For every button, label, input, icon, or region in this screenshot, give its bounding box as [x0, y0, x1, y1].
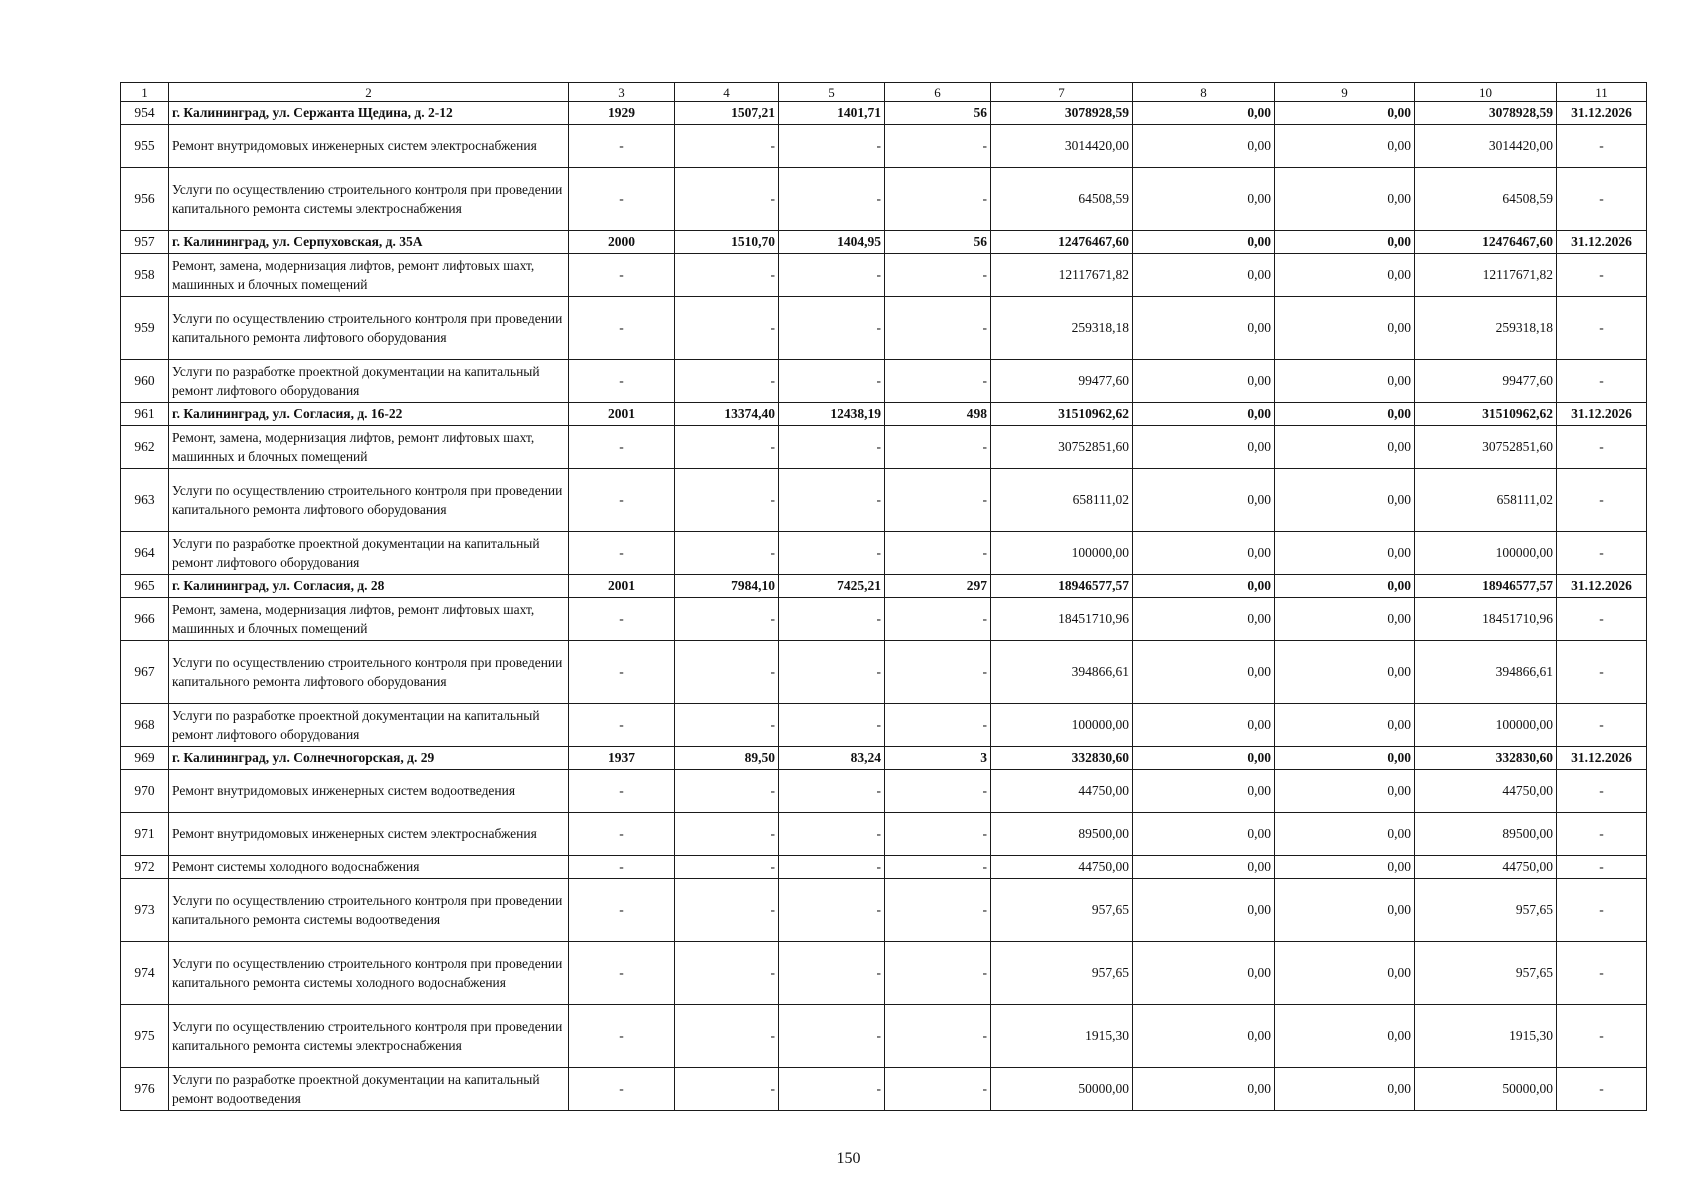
- total-cost-cell: 44750,00: [991, 770, 1133, 813]
- total-area-cell: -: [675, 879, 779, 942]
- work-item-row: [121, 532, 1647, 575]
- item-name-cell: Услуги по осуществлению строительного контроля при проведении капитального ремонта системы холодного водоснабжения: [169, 942, 569, 1005]
- row-number-cell: 960: [121, 360, 169, 403]
- cost-column-10-cell: 332830,60: [1415, 747, 1557, 770]
- residents-count-cell: -: [885, 426, 991, 469]
- document-page: [120, 82, 1646, 1111]
- total-cost-cell: 3078928,59: [991, 102, 1133, 125]
- cost-column-10-cell: 3014420,00: [1415, 125, 1557, 168]
- total-cost-cell: 31510962,62: [991, 403, 1133, 426]
- cost-column-10-cell: 31510962,62: [1415, 403, 1557, 426]
- row-number-cell: 964: [121, 532, 169, 575]
- residential-area-cell: -: [779, 297, 885, 360]
- work-item-row: [121, 469, 1647, 532]
- item-name-cell: Ремонт внутридомовых инженерных систем электроснабжения: [169, 125, 569, 168]
- cost-column-9-cell: 0,00: [1275, 254, 1415, 297]
- cost-column-9-cell: 0,00: [1275, 813, 1415, 856]
- work-item-row: [121, 168, 1647, 231]
- completion-date-cell: -: [1557, 598, 1647, 641]
- cost-column-9-cell: 0,00: [1275, 297, 1415, 360]
- row-number-cell: 971: [121, 813, 169, 856]
- header-cell: 11: [1557, 83, 1647, 102]
- cost-column-9-cell: 0,00: [1275, 469, 1415, 532]
- total-area-cell: -: [675, 297, 779, 360]
- residents-count-cell: -: [885, 532, 991, 575]
- row-number-cell: 969: [121, 747, 169, 770]
- cost-column-9-cell: 0,00: [1275, 879, 1415, 942]
- commission-year-cell: -: [569, 426, 675, 469]
- total-area-cell: -: [675, 532, 779, 575]
- work-item-row: [121, 598, 1647, 641]
- cost-column-8-cell: 0,00: [1133, 168, 1275, 231]
- total-area-cell: -: [675, 168, 779, 231]
- row-number-cell: 956: [121, 168, 169, 231]
- residential-area-cell: -: [779, 598, 885, 641]
- header-cell: 10: [1415, 83, 1557, 102]
- residents-count-cell: -: [885, 856, 991, 879]
- cost-column-8-cell: 0,00: [1133, 102, 1275, 125]
- work-item-row: [121, 879, 1647, 942]
- total-area-cell: -: [675, 1068, 779, 1111]
- cost-column-10-cell: 50000,00: [1415, 1068, 1557, 1111]
- item-name-cell: г. Калининград, ул. Солнечногорская, д. 29: [169, 747, 569, 770]
- cost-column-8-cell: 0,00: [1133, 403, 1275, 426]
- residents-count-cell: -: [885, 168, 991, 231]
- total-cost-cell: 259318,18: [991, 297, 1133, 360]
- total-cost-cell: 1915,30: [991, 1005, 1133, 1068]
- header-cell: 6: [885, 83, 991, 102]
- total-cost-cell: 658111,02: [991, 469, 1133, 532]
- residents-count-cell: -: [885, 641, 991, 704]
- item-name-cell: Услуги по разработке проектной документации на капитальный ремонт лифтового оборудования: [169, 532, 569, 575]
- cost-column-10-cell: 44750,00: [1415, 770, 1557, 813]
- completion-date-cell: -: [1557, 770, 1647, 813]
- cost-column-9-cell: 0,00: [1275, 403, 1415, 426]
- completion-date-cell: -: [1557, 426, 1647, 469]
- cost-column-10-cell: 99477,60: [1415, 360, 1557, 403]
- cost-column-9-cell: 0,00: [1275, 942, 1415, 1005]
- commission-year-cell: -: [569, 532, 675, 575]
- commission-year-cell: 1929: [569, 102, 675, 125]
- residential-area-cell: 1401,71: [779, 102, 885, 125]
- capital-repair-table: [120, 82, 1647, 1111]
- commission-year-cell: 2000: [569, 231, 675, 254]
- residents-count-cell: -: [885, 360, 991, 403]
- completion-date-cell: -: [1557, 856, 1647, 879]
- cost-column-10-cell: 44750,00: [1415, 856, 1557, 879]
- item-name-cell: Услуги по разработке проектной документации на капитальный ремонт водоотведения: [169, 1068, 569, 1111]
- completion-date-cell: 31.12.2026: [1557, 102, 1647, 125]
- total-cost-cell: 957,65: [991, 879, 1133, 942]
- cost-column-8-cell: 0,00: [1133, 297, 1275, 360]
- header-cell: 7: [991, 83, 1133, 102]
- completion-date-cell: -: [1557, 532, 1647, 575]
- cost-column-10-cell: 89500,00: [1415, 813, 1557, 856]
- item-name-cell: Ремонт, замена, модернизация лифтов, ремонт лифтовых шахт, машинных и блочных помещений: [169, 598, 569, 641]
- cost-column-9-cell: 0,00: [1275, 770, 1415, 813]
- header-cell: 9: [1275, 83, 1415, 102]
- cost-column-9-cell: 0,00: [1275, 704, 1415, 747]
- total-cost-cell: 957,65: [991, 942, 1133, 1005]
- cost-column-10-cell: 100000,00: [1415, 532, 1557, 575]
- cost-column-8-cell: 0,00: [1133, 747, 1275, 770]
- cost-column-10-cell: 12476467,60: [1415, 231, 1557, 254]
- residential-area-cell: 83,24: [779, 747, 885, 770]
- completion-date-cell: -: [1557, 254, 1647, 297]
- cost-column-10-cell: 658111,02: [1415, 469, 1557, 532]
- work-item-row: [121, 704, 1647, 747]
- completion-date-cell: -: [1557, 813, 1647, 856]
- item-name-cell: Услуги по разработке проектной документации на капитальный ремонт лифтового оборудования: [169, 704, 569, 747]
- commission-year-cell: -: [569, 704, 675, 747]
- residents-count-cell: -: [885, 942, 991, 1005]
- row-number-cell: 963: [121, 469, 169, 532]
- row-number-cell: 959: [121, 297, 169, 360]
- total-cost-cell: 64508,59: [991, 168, 1133, 231]
- work-item-row: [121, 770, 1647, 813]
- cost-column-9-cell: 0,00: [1275, 231, 1415, 254]
- item-name-cell: г. Калининград, ул. Сержанта Щедина, д. 2-12: [169, 102, 569, 125]
- total-area-cell: -: [675, 125, 779, 168]
- cost-column-10-cell: 100000,00: [1415, 704, 1557, 747]
- commission-year-cell: -: [569, 360, 675, 403]
- total-cost-cell: 18451710,96: [991, 598, 1133, 641]
- cost-column-9-cell: 0,00: [1275, 641, 1415, 704]
- item-name-cell: г. Калининград, ул. Серпуховская, д. 35А: [169, 231, 569, 254]
- total-area-cell: -: [675, 856, 779, 879]
- completion-date-cell: -: [1557, 125, 1647, 168]
- item-name-cell: г. Калининград, ул. Согласия, д. 28: [169, 575, 569, 598]
- commission-year-cell: -: [569, 879, 675, 942]
- row-number-cell: 961: [121, 403, 169, 426]
- total-area-cell: -: [675, 942, 779, 1005]
- residents-count-cell: 56: [885, 231, 991, 254]
- row-number-cell: 954: [121, 102, 169, 125]
- residential-area-cell: -: [779, 704, 885, 747]
- completion-date-cell: 31.12.2026: [1557, 747, 1647, 770]
- cost-column-9-cell: 0,00: [1275, 575, 1415, 598]
- total-area-cell: -: [675, 360, 779, 403]
- cost-column-9-cell: 0,00: [1275, 532, 1415, 575]
- item-name-cell: Услуги по осуществлению строительного контроля при проведении капитального ремонта системы водоотведения: [169, 879, 569, 942]
- completion-date-cell: -: [1557, 641, 1647, 704]
- cost-column-10-cell: 259318,18: [1415, 297, 1557, 360]
- residential-area-cell: 7425,21: [779, 575, 885, 598]
- total-cost-cell: 50000,00: [991, 1068, 1133, 1111]
- cost-column-10-cell: 394866,61: [1415, 641, 1557, 704]
- cost-column-8-cell: 0,00: [1133, 254, 1275, 297]
- work-item-row: [121, 856, 1647, 879]
- row-number-cell: 976: [121, 1068, 169, 1111]
- cost-column-9-cell: 0,00: [1275, 598, 1415, 641]
- commission-year-cell: 1937: [569, 747, 675, 770]
- residents-count-cell: -: [885, 1068, 991, 1111]
- residential-area-cell: -: [779, 360, 885, 403]
- total-area-cell: -: [675, 770, 779, 813]
- work-item-row: [121, 813, 1647, 856]
- cost-column-8-cell: 0,00: [1133, 360, 1275, 403]
- commission-year-cell: -: [569, 1068, 675, 1111]
- completion-date-cell: -: [1557, 879, 1647, 942]
- row-number-cell: 968: [121, 704, 169, 747]
- cost-column-8-cell: 0,00: [1133, 231, 1275, 254]
- cost-column-8-cell: 0,00: [1133, 1068, 1275, 1111]
- cost-column-8-cell: 0,00: [1133, 704, 1275, 747]
- total-area-cell: -: [675, 598, 779, 641]
- row-number-cell: 973: [121, 879, 169, 942]
- total-cost-cell: 44750,00: [991, 856, 1133, 879]
- row-number-cell: 974: [121, 942, 169, 1005]
- residents-count-cell: -: [885, 770, 991, 813]
- cost-column-8-cell: 0,00: [1133, 575, 1275, 598]
- total-cost-cell: 12476467,60: [991, 231, 1133, 254]
- total-cost-cell: 12117671,82: [991, 254, 1133, 297]
- cost-column-8-cell: 0,00: [1133, 641, 1275, 704]
- residents-count-cell: -: [885, 125, 991, 168]
- cost-column-9-cell: 0,00: [1275, 1005, 1415, 1068]
- work-item-row: [121, 125, 1647, 168]
- cost-column-10-cell: 30752851,60: [1415, 426, 1557, 469]
- residents-count-cell: -: [885, 813, 991, 856]
- commission-year-cell: -: [569, 942, 675, 1005]
- commission-year-cell: -: [569, 469, 675, 532]
- commission-year-cell: 2001: [569, 403, 675, 426]
- item-name-cell: Ремонт системы холодного водоснабжения: [169, 856, 569, 879]
- residents-count-cell: -: [885, 704, 991, 747]
- total-cost-cell: 3014420,00: [991, 125, 1133, 168]
- cost-column-9-cell: 0,00: [1275, 747, 1415, 770]
- commission-year-cell: -: [569, 1005, 675, 1068]
- cost-column-10-cell: 957,65: [1415, 942, 1557, 1005]
- row-number-cell: 955: [121, 125, 169, 168]
- page-number: 150: [836, 1150, 861, 1167]
- commission-year-cell: -: [569, 813, 675, 856]
- completion-date-cell: -: [1557, 297, 1647, 360]
- residential-area-cell: -: [779, 125, 885, 168]
- total-area-cell: 1510,70: [675, 231, 779, 254]
- total-cost-cell: 99477,60: [991, 360, 1133, 403]
- total-cost-cell: 332830,60: [991, 747, 1133, 770]
- cost-column-10-cell: 18451710,96: [1415, 598, 1557, 641]
- row-number-cell: 970: [121, 770, 169, 813]
- residents-count-cell: 498: [885, 403, 991, 426]
- item-name-cell: Услуги по осуществлению строительного контроля при проведении капитального ремонта лифтового оборудования: [169, 297, 569, 360]
- work-item-row: [121, 1005, 1647, 1068]
- commission-year-cell: -: [569, 598, 675, 641]
- cost-column-9-cell: 0,00: [1275, 1068, 1415, 1111]
- cost-column-8-cell: 0,00: [1133, 879, 1275, 942]
- cost-column-8-cell: 0,00: [1133, 426, 1275, 469]
- total-area-cell: -: [675, 813, 779, 856]
- residents-count-cell: -: [885, 297, 991, 360]
- total-area-cell: 1507,21: [675, 102, 779, 125]
- completion-date-cell: 31.12.2026: [1557, 575, 1647, 598]
- residents-count-cell: 297: [885, 575, 991, 598]
- cost-column-9-cell: 0,00: [1275, 102, 1415, 125]
- item-name-cell: Услуги по осуществлению строительного контроля при проведении капитального ремонта системы электроснабжения: [169, 168, 569, 231]
- residents-count-cell: -: [885, 598, 991, 641]
- cost-column-8-cell: 0,00: [1133, 813, 1275, 856]
- item-name-cell: Ремонт внутридомовых инженерных систем водоотведения: [169, 770, 569, 813]
- completion-date-cell: -: [1557, 360, 1647, 403]
- header-cell: 1: [121, 83, 169, 102]
- item-name-cell: Услуги по осуществлению строительного контроля при проведении капитального ремонта системы электроснабжения: [169, 1005, 569, 1068]
- row-number-cell: 967: [121, 641, 169, 704]
- cost-column-9-cell: 0,00: [1275, 168, 1415, 231]
- item-name-cell: г. Калининград, ул. Согласия, д. 16-22: [169, 403, 569, 426]
- residents-count-cell: -: [885, 879, 991, 942]
- commission-year-cell: -: [569, 254, 675, 297]
- commission-year-cell: -: [569, 856, 675, 879]
- residential-area-cell: -: [779, 426, 885, 469]
- commission-year-cell: -: [569, 770, 675, 813]
- cost-column-9-cell: 0,00: [1275, 125, 1415, 168]
- total-cost-cell: 394866,61: [991, 641, 1133, 704]
- address-row: [121, 403, 1647, 426]
- cost-column-8-cell: 0,00: [1133, 856, 1275, 879]
- completion-date-cell: -: [1557, 942, 1647, 1005]
- item-name-cell: Услуги по осуществлению строительного контроля при проведении капитального ремонта лифтового оборудования: [169, 469, 569, 532]
- residential-area-cell: -: [779, 1068, 885, 1111]
- row-number-cell: 958: [121, 254, 169, 297]
- total-area-cell: 13374,40: [675, 403, 779, 426]
- total-cost-cell: 100000,00: [991, 532, 1133, 575]
- residential-area-cell: -: [779, 254, 885, 297]
- work-item-row: [121, 426, 1647, 469]
- address-row: [121, 575, 1647, 598]
- cost-column-9-cell: 0,00: [1275, 360, 1415, 403]
- residential-area-cell: -: [779, 856, 885, 879]
- residents-count-cell: 3: [885, 747, 991, 770]
- cost-column-8-cell: 0,00: [1133, 469, 1275, 532]
- cost-column-8-cell: 0,00: [1133, 1005, 1275, 1068]
- total-cost-cell: 18946577,57: [991, 575, 1133, 598]
- commission-year-cell: -: [569, 297, 675, 360]
- cost-column-10-cell: 957,65: [1415, 879, 1557, 942]
- column-number-header-row: [121, 83, 1647, 102]
- header-cell: 5: [779, 83, 885, 102]
- row-number-cell: 957: [121, 231, 169, 254]
- item-name-cell: Ремонт, замена, модернизация лифтов, ремонт лифтовых шахт, машинных и блочных помещений: [169, 254, 569, 297]
- residential-area-cell: -: [779, 469, 885, 532]
- residential-area-cell: -: [779, 942, 885, 1005]
- commission-year-cell: 2001: [569, 575, 675, 598]
- residential-area-cell: -: [779, 532, 885, 575]
- row-number-cell: 972: [121, 856, 169, 879]
- completion-date-cell: -: [1557, 469, 1647, 532]
- work-item-row: [121, 360, 1647, 403]
- total-cost-cell: 30752851,60: [991, 426, 1133, 469]
- address-row: [121, 747, 1647, 770]
- cost-column-8-cell: 0,00: [1133, 598, 1275, 641]
- completion-date-cell: -: [1557, 1068, 1647, 1111]
- total-area-cell: 7984,10: [675, 575, 779, 598]
- completion-date-cell: 31.12.2026: [1557, 403, 1647, 426]
- cost-column-10-cell: 12117671,82: [1415, 254, 1557, 297]
- header-cell: 4: [675, 83, 779, 102]
- residential-area-cell: -: [779, 641, 885, 704]
- completion-date-cell: 31.12.2026: [1557, 231, 1647, 254]
- total-cost-cell: 100000,00: [991, 704, 1133, 747]
- cost-column-8-cell: 0,00: [1133, 770, 1275, 813]
- total-area-cell: -: [675, 641, 779, 704]
- total-cost-cell: 89500,00: [991, 813, 1133, 856]
- total-area-cell: -: [675, 469, 779, 532]
- row-number-cell: 975: [121, 1005, 169, 1068]
- cost-column-10-cell: 18946577,57: [1415, 575, 1557, 598]
- row-number-cell: 966: [121, 598, 169, 641]
- work-item-row: [121, 297, 1647, 360]
- item-name-cell: Ремонт, замена, модернизация лифтов, ремонт лифтовых шахт, машинных и блочных помещений: [169, 426, 569, 469]
- total-area-cell: -: [675, 426, 779, 469]
- residential-area-cell: -: [779, 168, 885, 231]
- residents-count-cell: 56: [885, 102, 991, 125]
- address-row: [121, 231, 1647, 254]
- residential-area-cell: -: [779, 813, 885, 856]
- header-cell: 3: [569, 83, 675, 102]
- work-item-row: [121, 942, 1647, 1005]
- cost-column-9-cell: 0,00: [1275, 856, 1415, 879]
- commission-year-cell: -: [569, 641, 675, 704]
- item-name-cell: Услуги по разработке проектной документации на капитальный ремонт лифтового оборудования: [169, 360, 569, 403]
- header-cell: 8: [1133, 83, 1275, 102]
- total-area-cell: -: [675, 1005, 779, 1068]
- total-area-cell: -: [675, 704, 779, 747]
- residential-area-cell: 1404,95: [779, 231, 885, 254]
- commission-year-cell: -: [569, 125, 675, 168]
- work-item-row: [121, 254, 1647, 297]
- work-item-row: [121, 641, 1647, 704]
- cost-column-10-cell: 1915,30: [1415, 1005, 1557, 1068]
- cost-column-9-cell: 0,00: [1275, 426, 1415, 469]
- header-cell: 2: [169, 83, 569, 102]
- cost-column-8-cell: 0,00: [1133, 942, 1275, 1005]
- cost-column-8-cell: 0,00: [1133, 125, 1275, 168]
- total-area-cell: 89,50: [675, 747, 779, 770]
- address-row: [121, 102, 1647, 125]
- item-name-cell: Услуги по осуществлению строительного контроля при проведении капитального ремонта лифтового оборудования: [169, 641, 569, 704]
- row-number-cell: 965: [121, 575, 169, 598]
- cost-column-10-cell: 3078928,59: [1415, 102, 1557, 125]
- item-name-cell: Ремонт внутридомовых инженерных систем электроснабжения: [169, 813, 569, 856]
- completion-date-cell: -: [1557, 1005, 1647, 1068]
- total-area-cell: -: [675, 254, 779, 297]
- residents-count-cell: -: [885, 1005, 991, 1068]
- residential-area-cell: -: [779, 1005, 885, 1068]
- cost-column-10-cell: 64508,59: [1415, 168, 1557, 231]
- work-item-row: [121, 1068, 1647, 1111]
- residents-count-cell: -: [885, 469, 991, 532]
- residential-area-cell: -: [779, 770, 885, 813]
- commission-year-cell: -: [569, 168, 675, 231]
- row-number-cell: 962: [121, 426, 169, 469]
- residential-area-cell: -: [779, 879, 885, 942]
- residential-area-cell: 12438,19: [779, 403, 885, 426]
- cost-column-8-cell: 0,00: [1133, 532, 1275, 575]
- completion-date-cell: -: [1557, 704, 1647, 747]
- residents-count-cell: -: [885, 254, 991, 297]
- completion-date-cell: -: [1557, 168, 1647, 231]
